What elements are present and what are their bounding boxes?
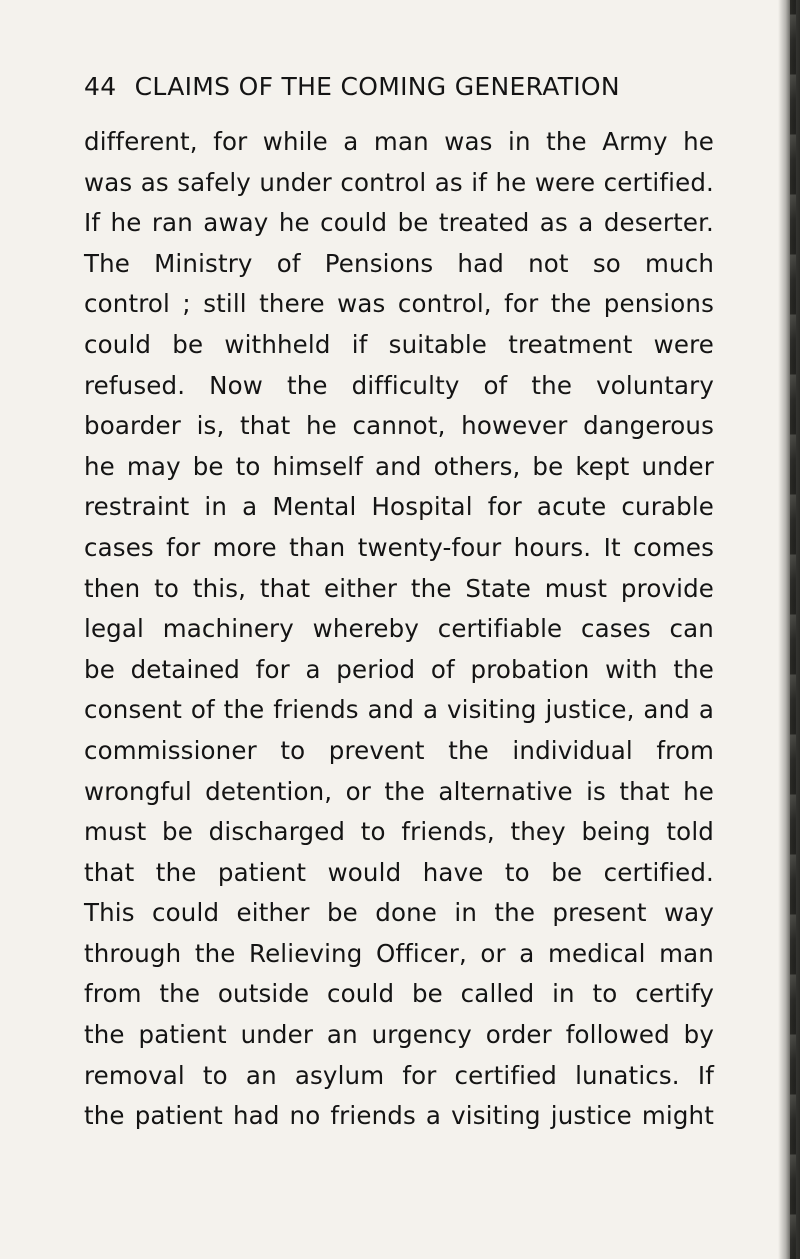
page-number: 44 <box>84 72 117 101</box>
text-line: could be withheld if suitable treatment were <box>84 329 714 359</box>
text-line: be detained for a period of probation with the <box>84 654 714 684</box>
page-edge-shadow <box>778 0 800 1259</box>
text-line: he may be to himself and others, be kept under <box>84 451 714 481</box>
text-line: boarder is, that he cannot, however dangerous <box>84 411 714 441</box>
text-line: If he ran away he could be treated as a deserter. <box>84 208 714 238</box>
text-line: legal machinery whereby certifiable cases can <box>84 614 714 644</box>
text-line: then to this, that either the State must provide <box>84 573 714 603</box>
text-line: restraint in a Mental Hospital for acute curable <box>84 492 714 522</box>
body-paragraph <box>84 122 714 1137</box>
text-line: from the outside could be called in to certify <box>84 979 714 1009</box>
text-line: wrongful detention, or the alternative is that he <box>84 776 714 806</box>
text-line: cases for more than twenty-four hours. It comes <box>84 532 714 562</box>
text-line: removal to an asylum for certified lunatics. If <box>84 1060 714 1090</box>
text-line: consent of the friends and a visiting justice, and a <box>84 695 714 725</box>
running-header <box>84 72 704 108</box>
text-line: control ; still there was control, for the pensions <box>84 289 714 319</box>
text-line: that the patient would have to be certified. <box>84 857 714 887</box>
text-line: was as safely under control as if he were certified. <box>84 167 714 197</box>
text-line: must be discharged to friends, they being told <box>84 817 714 847</box>
text-line: The Ministry of Pensions had not so much <box>84 248 714 278</box>
page-edge-texture <box>790 0 796 1259</box>
text-line: commissioner to prevent the individual from <box>84 735 714 765</box>
running-title: CLAIMS OF THE COMING GENERATION <box>134 72 620 101</box>
text-line: This could either be done in the present way <box>84 898 714 928</box>
text-line: different, for while a man was in the Army he <box>84 127 714 156</box>
text-line: the patient had no friends a visiting justice might <box>84 1101 714 1131</box>
text-line: through the Relieving Officer, or a medical man <box>84 938 714 968</box>
text-line: refused. Now the difficulty of the voluntary <box>84 370 714 400</box>
text-line: the patient under an urgency order followed by <box>84 1020 714 1050</box>
